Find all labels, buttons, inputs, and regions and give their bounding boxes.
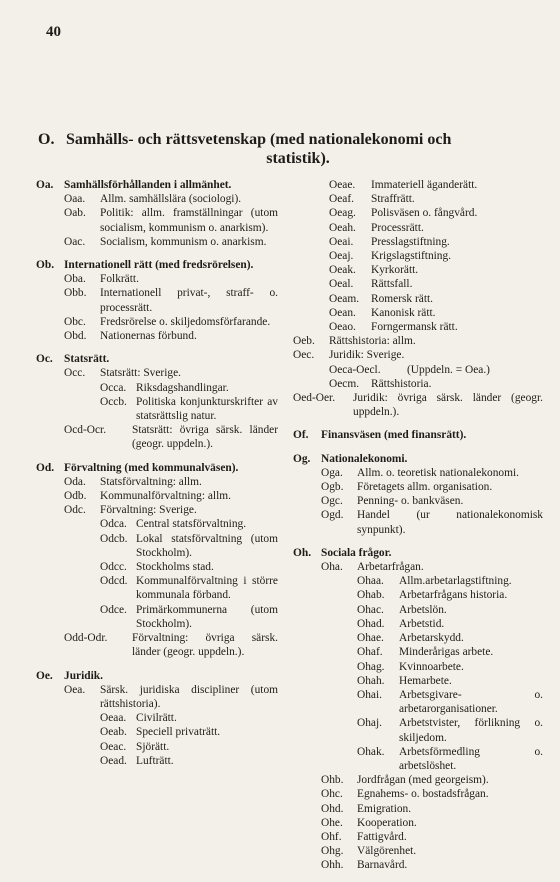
class-entry xyxy=(293,844,543,858)
class-text: Krigslagstiftning. xyxy=(371,250,452,263)
class-code: Ohag. xyxy=(357,660,385,673)
class-text: Arbetarskydd. xyxy=(399,632,464,645)
class-code: Oeb. xyxy=(293,335,315,348)
group-code: Og. xyxy=(293,452,311,465)
class-code: Odca. xyxy=(100,518,127,531)
class-text: Juridik: övriga särsk. länder (geogr. uppdeln.). xyxy=(353,392,543,419)
class-code: Oec. xyxy=(293,349,315,362)
class-text: Lokal statsförvaltning (utom Stockholm). xyxy=(136,532,278,559)
class-entry xyxy=(293,830,543,844)
class-code: Oea. xyxy=(64,683,86,696)
class-code: Odd-Odr. xyxy=(64,632,108,645)
classification-group xyxy=(36,258,278,343)
class-code: Oeaj. xyxy=(329,250,354,263)
class-code: Ohh. xyxy=(321,859,344,872)
class-entry xyxy=(293,617,543,631)
class-text: Riksdagshandlingar. xyxy=(136,381,229,394)
class-code: Oac. xyxy=(64,235,86,248)
class-text: (Uppdeln. = Oea.) xyxy=(407,363,490,376)
class-text: Sjörätt. xyxy=(136,740,170,753)
class-text: Politiska konjunkturskrifter av statsrättslig natur. xyxy=(136,395,278,423)
class-code: Oab. xyxy=(64,207,86,220)
class-text: Jordfrågan (med georgeism). xyxy=(357,774,489,787)
class-entry xyxy=(293,745,543,773)
class-code: Ogb. xyxy=(321,481,344,494)
class-text: Kommunalförvaltning i större kommunala förband. xyxy=(136,575,278,602)
class-entry xyxy=(293,178,543,192)
class-text: Förvaltning: övriga särsk. länder (geogr. uppdeln.). xyxy=(132,632,278,659)
class-text: Folkrätt. xyxy=(100,273,139,286)
class-entry xyxy=(293,588,543,602)
class-entry xyxy=(293,688,543,716)
class-code: Ohaf. xyxy=(357,646,383,659)
class-entry xyxy=(293,858,543,872)
class-text: Kommunalförvaltning: allm. xyxy=(100,490,231,503)
class-entry xyxy=(36,631,278,659)
class-code: Oeab. xyxy=(100,726,127,739)
group-title: Finansväsen (med finansrätt). xyxy=(321,429,467,442)
class-entry xyxy=(293,377,543,391)
class-text: Kyrkorätt. xyxy=(371,264,419,277)
group-title: Statsrätt. xyxy=(64,353,110,366)
class-text: Internationell privat-, straff- o. processrätt. xyxy=(100,287,278,314)
class-text: Juridik: Sverige. xyxy=(329,349,405,362)
class-code: Obb. xyxy=(64,287,87,300)
class-entry xyxy=(293,816,543,830)
section-code: O. xyxy=(38,131,55,148)
class-entry xyxy=(36,192,278,206)
class-entry xyxy=(36,517,278,531)
class-code: Oed-Oer. xyxy=(293,392,336,405)
class-entry xyxy=(36,603,278,631)
class-code: Oeae. xyxy=(329,179,356,191)
class-code: Ohab. xyxy=(357,589,385,602)
group-code: Od. xyxy=(36,461,55,474)
class-code: Ohb. xyxy=(321,774,344,787)
class-text: Välgörenhet. xyxy=(357,845,417,858)
class-code: Oeaf. xyxy=(329,193,354,206)
class-entry xyxy=(293,645,543,659)
class-code: Occb. xyxy=(100,395,127,408)
class-entry xyxy=(36,329,278,343)
class-code: Odcd. xyxy=(100,575,128,588)
group-heading xyxy=(36,352,278,366)
class-entry xyxy=(36,475,278,489)
class-text: Forngermansk rätt. xyxy=(371,321,458,334)
class-entry xyxy=(293,773,543,787)
group-heading xyxy=(36,258,278,272)
class-entry xyxy=(293,206,543,220)
group-heading xyxy=(36,669,278,683)
class-text: Nationernas förbund. xyxy=(100,330,197,343)
class-entry xyxy=(36,683,278,711)
class-code: Oeag. xyxy=(329,207,356,220)
class-entry xyxy=(293,263,543,277)
class-code: Ohe. xyxy=(321,816,343,829)
class-entry xyxy=(293,674,543,688)
class-code: Ohaj. xyxy=(357,717,382,730)
class-entry xyxy=(36,395,278,423)
class-entry xyxy=(36,272,278,286)
group-code: Ob. xyxy=(36,259,55,272)
classification-group xyxy=(36,669,278,768)
classification-group xyxy=(36,352,278,451)
group-heading xyxy=(293,546,543,560)
class-code: Obc. xyxy=(64,315,86,328)
class-entry xyxy=(293,249,543,263)
class-entry xyxy=(36,489,278,503)
class-entry xyxy=(293,466,543,480)
class-code: Odcb. xyxy=(100,532,128,545)
class-text: Fredsrörelse o. skiljedomsförfarande. xyxy=(100,315,271,328)
class-text: Arbetsgivare- o. arbetarorganisationer. xyxy=(399,688,543,716)
class-code: Oga. xyxy=(321,466,343,479)
group-title: Sociala frågor. xyxy=(321,546,392,559)
class-text: Företagets allm. organisation. xyxy=(357,481,493,494)
classification-group xyxy=(36,178,278,249)
class-text: Fattigvård. xyxy=(357,830,407,843)
class-entry xyxy=(293,363,543,377)
class-text: Processrätt. xyxy=(371,221,424,234)
class-code: Odc. xyxy=(64,504,86,517)
class-text: Politik: allm. framställningar (utom socialism, kommunism o. anarkism). xyxy=(100,207,278,234)
class-entry xyxy=(293,235,543,249)
class-text: Straffrätt. xyxy=(371,193,415,206)
class-text: Arbetsförmedling o. arbetslöshet. xyxy=(399,745,543,772)
group-code: Oa. xyxy=(36,179,54,191)
class-text: Polisväsen o. fångvård. xyxy=(371,207,478,220)
class-entry xyxy=(36,206,278,234)
class-text: Penning- o. bankväsen. xyxy=(357,495,464,508)
class-text: Barnavård. xyxy=(357,859,408,872)
group-title: Samhällsförhållanden i allmänhet. xyxy=(64,179,232,191)
class-text: Rättshistoria. xyxy=(371,377,432,390)
class-entry xyxy=(293,631,543,645)
class-text: Allm. o. teoretisk nationalekonomi. xyxy=(357,466,519,479)
class-text: Presslagstiftning. xyxy=(371,235,450,248)
class-entry xyxy=(293,192,543,206)
class-entry xyxy=(36,235,278,249)
classification-group xyxy=(293,428,543,442)
class-code: Odb. xyxy=(64,490,87,503)
group-heading xyxy=(36,461,278,475)
class-text: Kanonisk rätt. xyxy=(371,306,436,319)
class-entry xyxy=(293,603,543,617)
class-entry xyxy=(36,560,278,574)
group-heading xyxy=(293,452,543,466)
class-entry xyxy=(293,560,543,574)
class-entry xyxy=(36,503,278,517)
class-entry xyxy=(36,423,278,451)
class-text: Statsrätt: Sverige. xyxy=(100,367,181,380)
class-entry xyxy=(36,754,278,768)
class-text: Särsk. juridiska discipliner (utom rättshistoria). xyxy=(100,683,278,710)
class-text: Arbetstvister, förlikning o. skiljedom. xyxy=(399,717,543,744)
class-entry xyxy=(36,574,278,602)
right-column xyxy=(293,178,543,882)
class-entry xyxy=(293,334,543,348)
class-code: Oeah. xyxy=(329,221,356,234)
class-code: Oeao. xyxy=(329,321,356,334)
class-text: Arbetslön. xyxy=(399,603,447,616)
class-entry xyxy=(293,306,543,320)
class-code: Oeal. xyxy=(329,278,354,291)
class-entry xyxy=(293,574,543,588)
class-text: Rättsfall. xyxy=(371,278,413,291)
class-code: Oaa. xyxy=(64,193,86,206)
class-entry xyxy=(293,802,543,816)
class-code: Ohai. xyxy=(357,688,382,701)
class-entry xyxy=(36,532,278,560)
class-code: Ohah. xyxy=(357,674,385,687)
class-code: Oecm. xyxy=(329,377,360,390)
classification-group xyxy=(36,461,278,660)
group-code: Oc. xyxy=(36,353,53,366)
class-text: Lufträtt. xyxy=(136,754,174,767)
class-code: Obd. xyxy=(64,330,87,343)
class-code: Oead. xyxy=(100,754,127,767)
class-text: Arbetstid. xyxy=(399,617,445,630)
class-entry xyxy=(36,725,278,739)
group-code: Oe. xyxy=(36,669,53,682)
section-title-line1: Samhälls- och rättsvetenskap (med nationalekonomi och xyxy=(66,131,452,148)
class-text: Rättshistoria: allm. xyxy=(329,335,416,348)
class-entry xyxy=(293,348,543,362)
class-text: Emigration. xyxy=(357,802,412,815)
class-entry xyxy=(293,277,543,291)
group-title: Nationalekonomi. xyxy=(321,452,408,465)
class-code: Ogd. xyxy=(321,509,344,522)
class-code: Ohaa. xyxy=(357,575,384,588)
group-code: Oh. xyxy=(293,546,312,559)
class-entry xyxy=(293,480,543,494)
class-code: Occa. xyxy=(100,381,127,394)
class-code: Ohae. xyxy=(357,632,384,645)
section-heading xyxy=(38,130,538,168)
class-text: Immateriell äganderätt. xyxy=(371,179,478,191)
class-text: Kvinnoarbete. xyxy=(399,660,464,673)
group-title: Juridik. xyxy=(64,669,103,682)
class-text: Egnahems- o. bostadsfrågan. xyxy=(357,788,489,801)
class-entry xyxy=(293,660,543,674)
group-title: Förvaltning (med kommunalväsen). xyxy=(64,461,239,474)
class-code: Ogc. xyxy=(321,495,343,508)
class-text: Allm.arbetarlagstiftning. xyxy=(399,575,512,588)
class-entry xyxy=(36,286,278,314)
class-entry xyxy=(36,711,278,725)
class-text: Primärkommunerna (utom Stockholm). xyxy=(136,603,278,630)
class-entry xyxy=(36,315,278,329)
class-text: Kooperation. xyxy=(357,816,417,829)
class-code: Oeam. xyxy=(329,292,360,305)
class-entry xyxy=(36,366,278,380)
class-text: Speciell privaträtt. xyxy=(136,726,221,739)
class-code: Ohd. xyxy=(321,802,344,815)
class-entry xyxy=(293,494,543,508)
class-text: Statsrätt: övriga särsk. länder (geogr. uppdeln.). xyxy=(132,424,278,451)
class-code: Ohak. xyxy=(357,745,385,758)
left-column xyxy=(36,178,278,777)
class-text: Allm. samhällslära (sociologi). xyxy=(100,193,242,206)
class-text: Stockholms stad. xyxy=(136,561,214,574)
class-entry xyxy=(293,221,543,235)
class-entry xyxy=(293,320,543,334)
class-text: Central statsförvaltning. xyxy=(136,518,247,531)
section-title-line2: statistik). xyxy=(266,150,330,167)
class-code: Oeac. xyxy=(100,740,127,753)
classification-group-continued xyxy=(293,178,543,419)
class-code: Odce. xyxy=(100,603,127,616)
class-entry xyxy=(293,292,543,306)
class-text: Minderårigas arbete. xyxy=(399,646,494,659)
class-text: Arbetarfrågan. xyxy=(357,561,424,574)
classification-group xyxy=(293,452,543,537)
class-code: Oeaa. xyxy=(100,712,127,725)
class-code: Oba. xyxy=(64,273,86,286)
class-code: Oha. xyxy=(321,561,343,574)
class-text: Civilrätt. xyxy=(136,712,177,725)
class-text: Romersk rätt. xyxy=(371,292,434,305)
class-code: Oda. xyxy=(64,475,86,488)
class-code: Ohc. xyxy=(321,788,343,801)
page-number: 40 xyxy=(46,24,61,40)
class-code: Oeca-Oecl. xyxy=(329,363,381,376)
class-code: Oean. xyxy=(329,306,356,319)
class-code: Occ. xyxy=(64,367,86,380)
class-text: Förvaltning: Sverige. xyxy=(100,504,197,517)
class-code: Odcc. xyxy=(100,561,127,574)
class-entry xyxy=(293,716,543,744)
class-code: Oeak. xyxy=(329,264,356,277)
classification-group xyxy=(293,546,543,873)
group-code: Of. xyxy=(293,429,309,442)
class-code: Ocd-Ocr. xyxy=(64,424,107,437)
class-code: Ohac. xyxy=(357,603,384,616)
class-entry xyxy=(36,381,278,395)
class-text: Socialism, kommunism o. anarkism. xyxy=(100,235,267,248)
class-code: Oeai. xyxy=(329,235,354,248)
group-heading xyxy=(293,428,543,442)
class-text: Arbetarfrågans historia. xyxy=(399,589,508,602)
class-entry xyxy=(293,391,543,419)
class-text: Statsförvaltning: allm. xyxy=(100,475,202,488)
class-text: Handel (ur nationalekonomisk synpunkt). xyxy=(357,509,543,536)
class-code: Ohg. xyxy=(321,845,344,858)
class-code: Ohad. xyxy=(357,617,385,630)
group-title: Internationell rätt (med fredsrörelsen). xyxy=(64,259,254,272)
class-code: Ohf. xyxy=(321,830,342,843)
class-entry xyxy=(36,740,278,754)
class-text: Hemarbete. xyxy=(399,674,452,687)
group-heading xyxy=(36,178,278,192)
class-entry xyxy=(293,508,543,536)
class-entry xyxy=(293,787,543,801)
